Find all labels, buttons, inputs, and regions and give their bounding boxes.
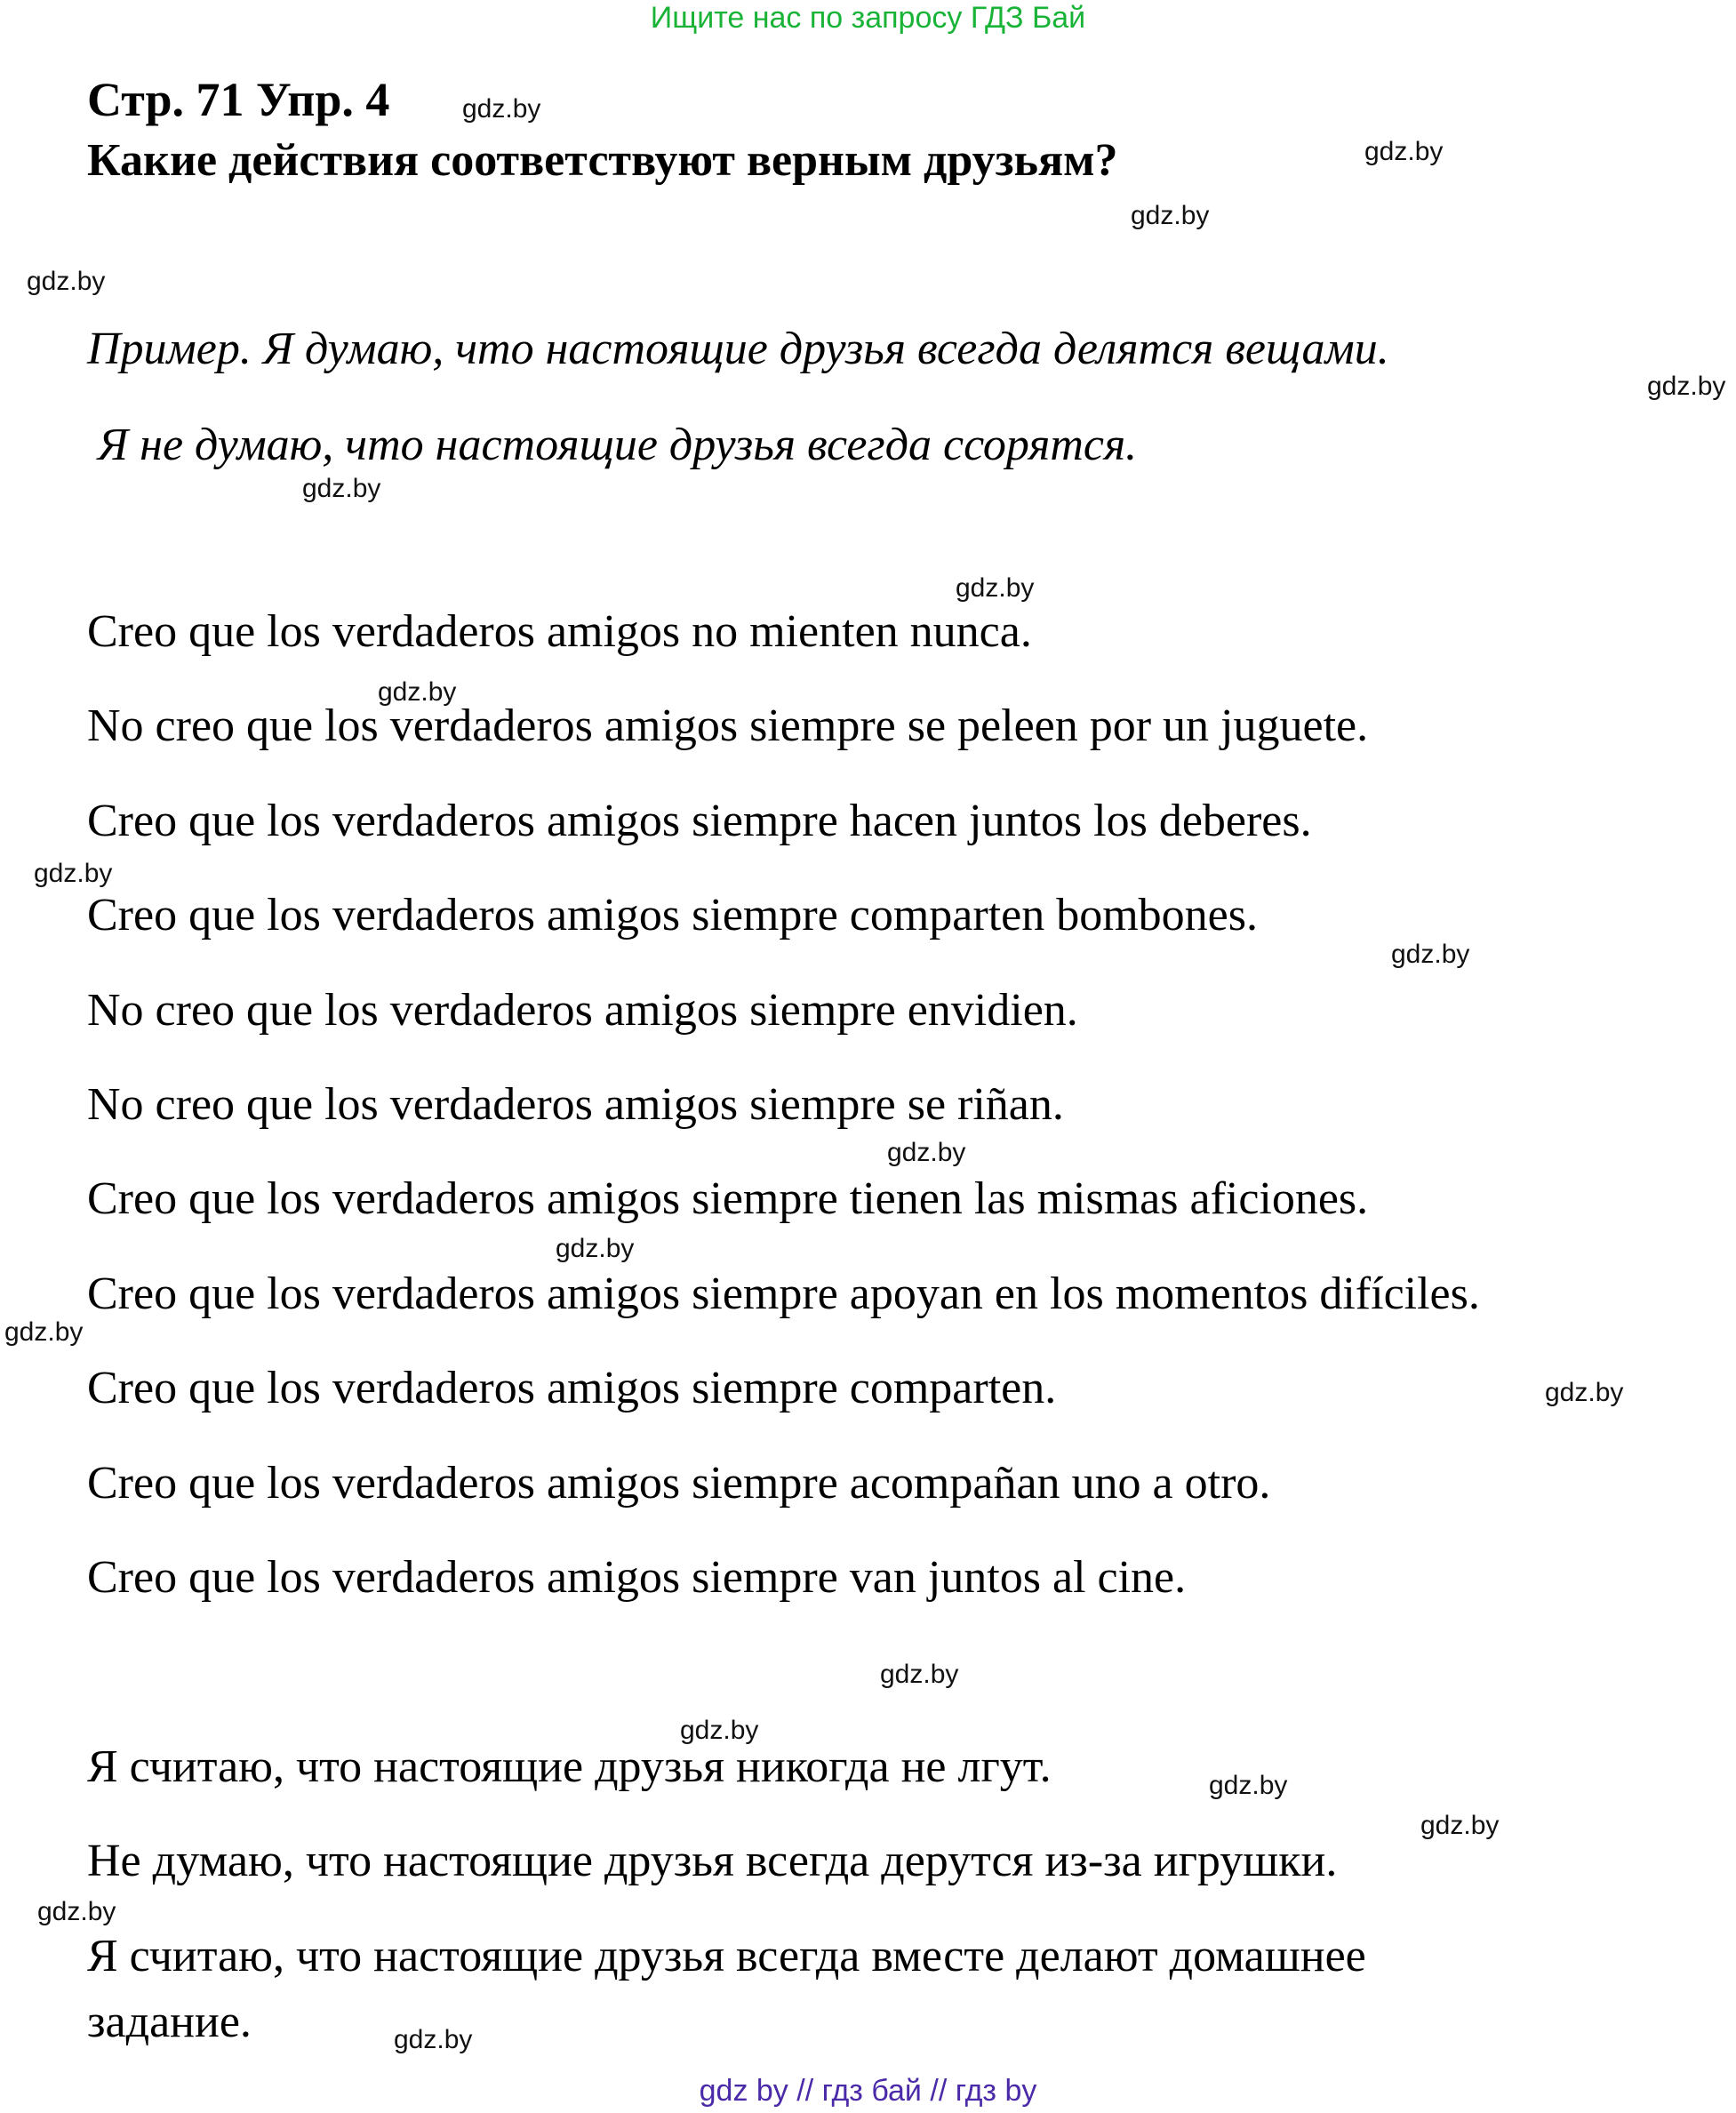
watermark: gdz.by: [394, 2025, 473, 2054]
page-title: Стр. 71 Упр. 4: [87, 73, 390, 126]
spanish-line-7: Creo que los verdaderos amigos siempre tienen las mismas aficiones.: [87, 1173, 1369, 1224]
spanish-line-2: No creo que los verdaderos amigos siempre se peleen por un juguete.: [87, 700, 1369, 751]
watermark: gdz.by: [680, 1716, 759, 1745]
spanish-line-11: Creo que los verdaderos amigos siempre van juntos al cine.: [87, 1552, 1187, 1603]
example-line-2: Я не думаю, что настоящие друзья всегда ссорятся.: [98, 420, 1138, 470]
watermark: gdz.by: [880, 1660, 959, 1689]
watermark: gdz.by: [1364, 137, 1444, 166]
spanish-line-3: Creo que los verdaderos amigos siempre hacen juntos los deberes.: [87, 796, 1312, 846]
watermark: gdz.by: [1209, 1771, 1288, 1800]
example-line-1: Пример. Я думаю, что настоящие друзья всегда делятся вещами.: [87, 324, 1389, 374]
spanish-line-4: Creo que los verdaderos amigos siempre comparten bombones.: [87, 890, 1258, 940]
header-banner: Ищите нас по запросу ГДЗ Бай: [650, 1, 1086, 35]
watermark: gdz.by: [1647, 372, 1726, 401]
spanish-line-8: Creo que los verdaderos amigos siempre apoyan en los momentos difíciles.: [87, 1269, 1480, 1319]
footer-banner: gdz by // гдз бай // гдз by: [699, 2074, 1037, 2108]
russian-line-4: задание.: [87, 1997, 252, 2047]
watermark: gdz.by: [556, 1234, 635, 1263]
russian-line-1: Я считаю, что настоящие друзья никогда не лгут.: [87, 1741, 1052, 1792]
watermark: gdz.by: [302, 474, 381, 503]
watermark: gdz.by: [887, 1138, 966, 1167]
spanish-line-1: Creo que los verdaderos amigos no mienten nunca.: [87, 606, 1032, 657]
watermark: gdz.by: [1545, 1378, 1624, 1407]
watermark: gdz.by: [1131, 201, 1210, 230]
spanish-line-9: Creo que los verdaderos amigos siempre comparten.: [87, 1363, 1057, 1413]
russian-line-2: Не думаю, что настоящие друзья всегда дерутся из-за игрушки.: [87, 1836, 1338, 1886]
watermark: gdz.by: [34, 859, 113, 888]
spanish-line-6: No creo que los verdaderos amigos siempre se riñan.: [87, 1079, 1064, 1130]
exercise-question: Какие действия соответствуют верным друзьям?: [87, 135, 1118, 186]
watermark: gdz.by: [378, 677, 457, 707]
watermark: gdz.by: [37, 1897, 116, 1926]
watermark: gdz.by: [1420, 1811, 1500, 1840]
watermark: gdz.by: [462, 94, 541, 124]
spanish-line-5: No creo que los verdaderos amigos siempre envidien.: [87, 985, 1078, 1036]
watermark: gdz.by: [1391, 940, 1470, 969]
spanish-line-10: Creo que los verdaderos amigos siempre acompañan uno a otro.: [87, 1458, 1271, 1509]
watermark: gdz.by: [4, 1317, 84, 1347]
watermark: gdz.by: [27, 267, 106, 296]
watermark: gdz.by: [956, 573, 1035, 603]
russian-line-3: Я считаю, что настоящие друзья всегда вместе делают домашнее: [87, 1931, 1366, 1981]
